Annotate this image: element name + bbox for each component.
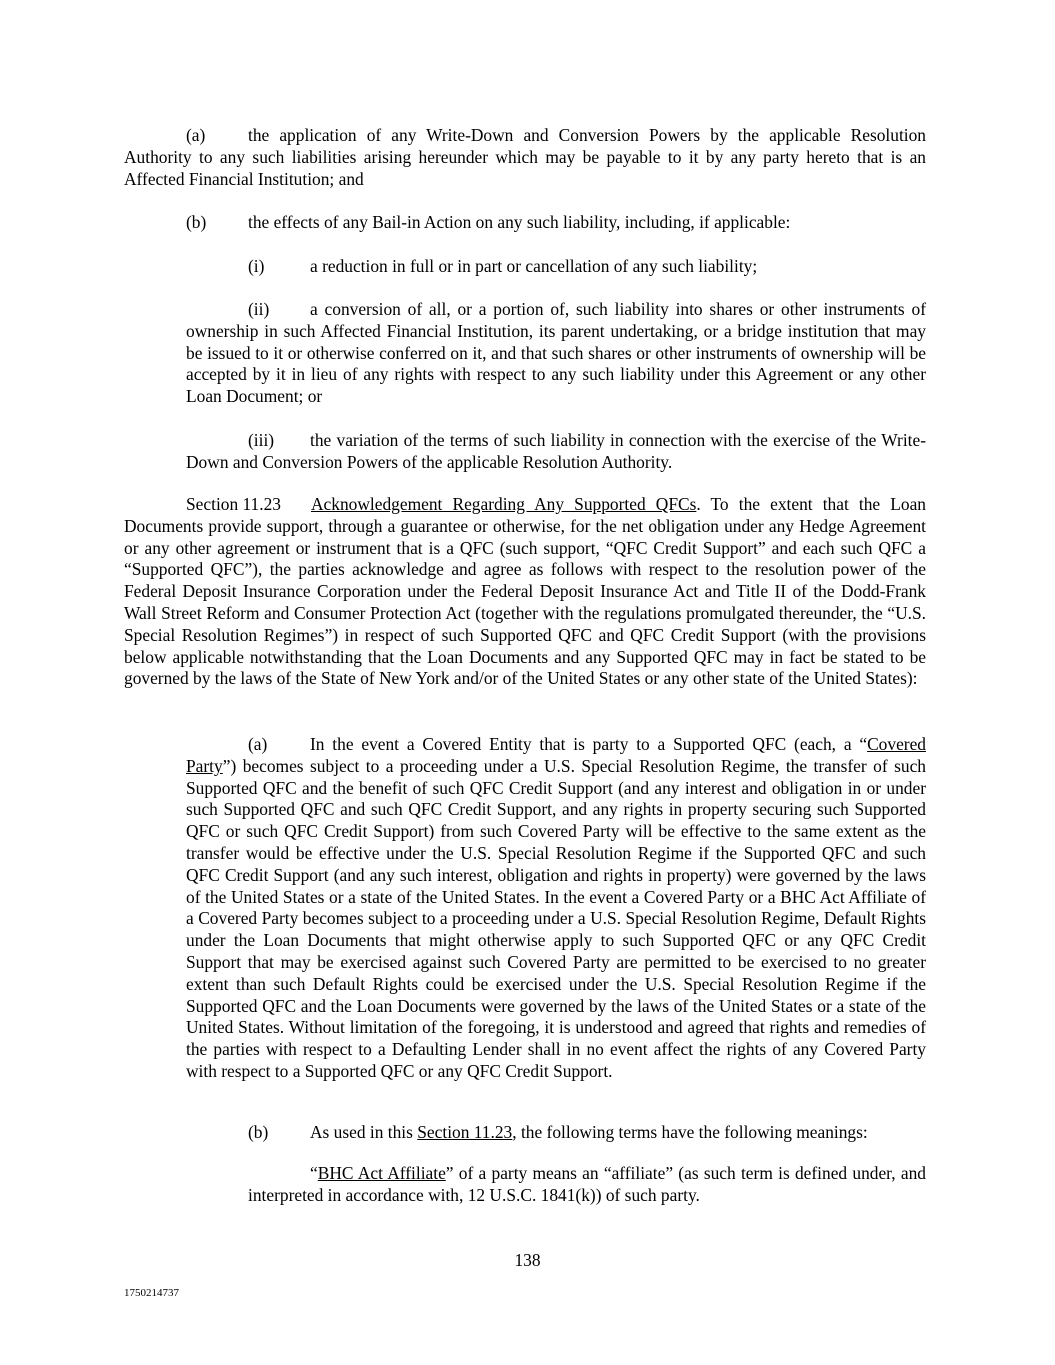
document-id: 1750214737 <box>124 1287 179 1299</box>
paragraph-text: the effects of any Bail-in Action on any such liability, including, if applicable: <box>248 212 791 232</box>
paragraph-text: In the event a Covered Entity that is party to a Supported QFC (each, a “ <box>310 734 868 754</box>
paragraph-text: As used in this <box>310 1122 418 1142</box>
paragraph-label: (ii) <box>248 299 270 319</box>
paragraph-text: the variation of the terms of such liability in connection with the exercise of the Write-Down and Conversion Powers of the applicable Resolution Authority. <box>186 430 926 472</box>
definition-bhc-act-affiliate <box>248 1163 926 1207</box>
paragraph-b <box>124 212 926 234</box>
paragraph-label: (a) <box>248 734 268 754</box>
paragraph-text: ”) becomes subject to a proceeding under a U.S. Special Resolution Regime, the transfer of such Supported QFC and the benefit of such QFC Credit Support (and any interest and obligation in or under such Supported QFC and such QFC Credit Support, and any rights in property securing such Supported QFC or such QFC Credit Support) from such Covered Party will be effective to the same extent as the transfer would be effective under the U.S. Special Resolution Regime if the Supported QFC and such QFC Credit Support (and any such interest, obligation and rights in property) were governed by the laws of the United States or a state of the United States. In the event a Covered Party or a BHC Act Affiliate of a Covered Party becomes subject to a proceeding under a U.S. Special Resolution Regime, Default Rights under the Loan Documents that might otherwise apply to such Supported QFC or any QFC Credit Support that may be exercised against such Covered Party are permitted to be exercised to no greater extent than such Default Rights could be exercised under the U.S. Special Resolution Regime if the Supported QFC and the Loan Documents were governed by the laws of the United States or a state of the United States. Without limitation of the foregoing, it is understood and agreed that rights and remedies of the parties with respect to a Defaulting Lender shall in no event affect the rights of any Covered Party with respect to a Supported QFC or any QFC Credit Support. <box>186 755 926 1081</box>
open-quote: “ <box>310 1163 318 1183</box>
defined-term-bhc-act-affiliate: BHC Act Affiliate <box>317 1163 446 1183</box>
paragraph-b-iii <box>186 430 926 474</box>
paragraph-text: , the following terms have the following meanings: <box>512 1122 868 1142</box>
section-11-23 <box>124 494 926 690</box>
paragraph-label: (i) <box>248 256 265 276</box>
paragraph-label: (a) <box>186 125 206 145</box>
paragraph-text: a conversion of all, or a portion of, such liability into shares or other instruments of ownership in such Affected Financial Institution, its parent undertaking, or a bridge institution that may be issued to it or otherwise conferred on it, and that such shares or other instruments of ownership will be accepted by it in lieu of any rights with respect to any such liability under this Agreement or any other Loan Document; or <box>186 299 926 407</box>
paragraph-b-ii <box>186 299 926 408</box>
paragraph-label: (b) <box>248 1122 269 1142</box>
page-number: 138 <box>514 1250 541 1270</box>
definition-text: ” of a party means an “affiliate” (as such term is defined under, and interpreted in accordance with, 12 U.S.C. 1841(k)) of such party. <box>248 1163 926 1205</box>
section-number: Section 11.23 <box>186 494 281 514</box>
section-text: . To the extent that the Loan Documents provide support, through a guarantee or otherwise, for the net obligation under any Hedge Agreement or any other agreement or instrument that is a QFC (such support, “QFC Credit Support” and each such QFC a “Supported QFC”), the parties acknowledge and agree as follows with respect to the resolution power of the Federal Deposit Insurance Corporation under the Federal Deposit Insurance Act and Title II of the Dodd-Frank Wall Street Reform and Consumer Protection Act (together with the regulations promulgated thereunder, the “U.S. Special Resolution Regimes”) in respect of such Supported QFC and QFC Credit Support (with the provisions below applicable notwithstanding that the Loan Documents and any Supported QFC may in fact be stated to be governed by the laws of the State of New York and/or of the United States or any other state of the United States): <box>124 494 927 689</box>
section-heading: Acknowledgement Regarding Any Supported QFCs <box>311 494 697 514</box>
paragraph-label: (iii) <box>248 430 275 450</box>
paragraph-a <box>124 125 926 190</box>
defined-term-covered-party: Covered Party <box>186 734 926 776</box>
paragraph-text: a reduction in full or in part or cancellation of any such liability; <box>310 256 758 276</box>
section-paragraph-a <box>186 734 926 1083</box>
section-paragraph-b <box>186 1122 926 1144</box>
paragraph-label: (b) <box>186 212 207 232</box>
paragraph-text: the application of any Write-Down and Conversion Powers by the applicable Resolution Authority to any such liabilities arising hereunder which may be payable to it by any party hereto that is an Affected Financial Institution; and <box>124 125 926 189</box>
section-reference: Section 11.23 <box>417 1122 513 1142</box>
paragraph-b-i <box>186 256 926 278</box>
